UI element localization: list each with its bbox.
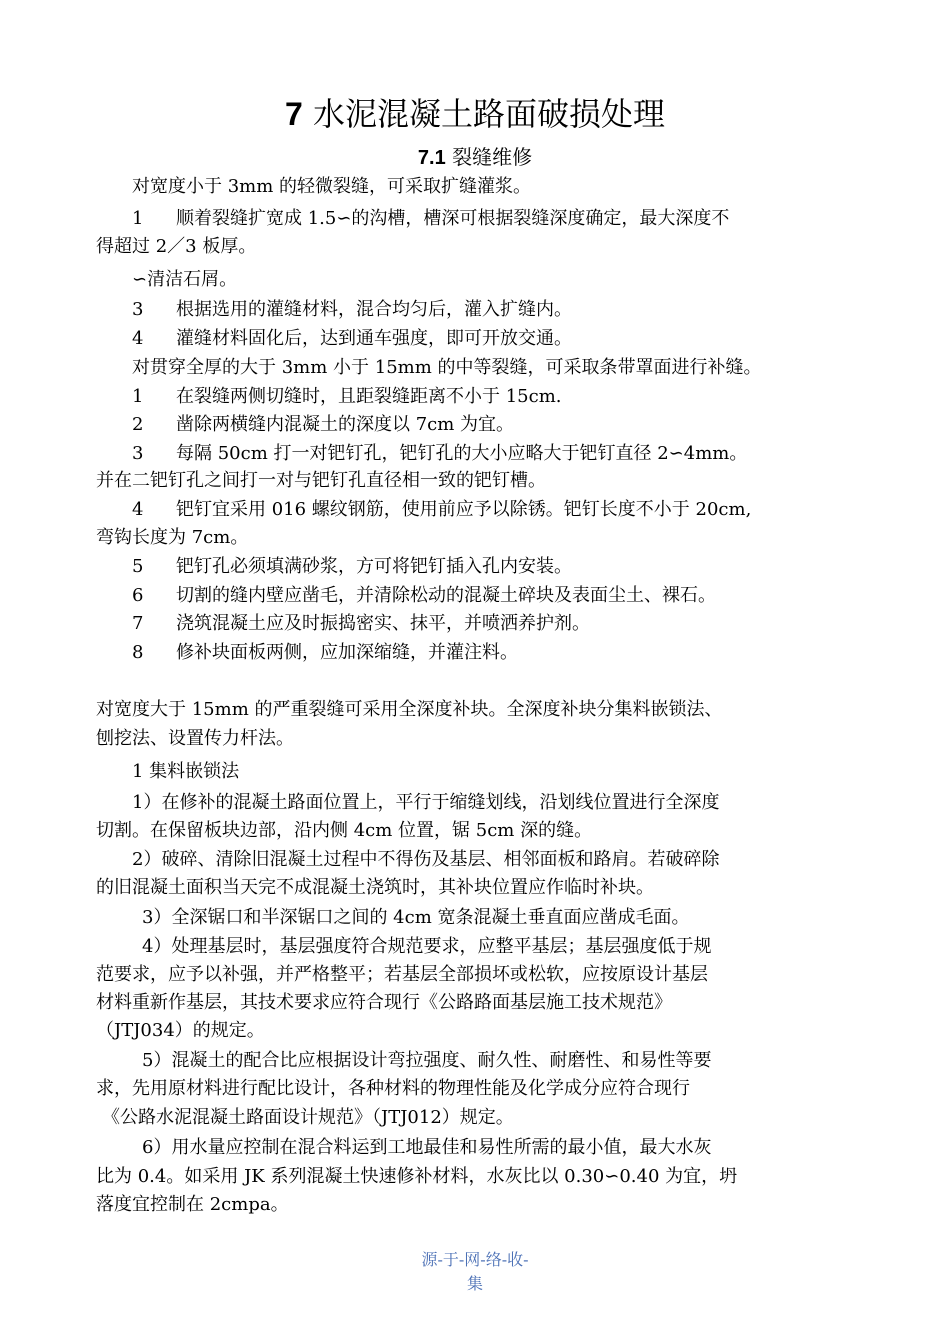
- item-text: 根据选用的灌缝材料，混合均匀后，灌入扩缝内。: [176, 299, 572, 320]
- paragraph-line: ∽清洁石屑。: [132, 269, 238, 290]
- item-text: 钯钉孔必须填满砂浆，方可将钯钉插入孔内安装。: [176, 556, 572, 577]
- section-title: 裂缝维修: [452, 145, 533, 169]
- item-number: 8: [132, 642, 144, 663]
- item-number: 7: [132, 613, 144, 634]
- paragraph-line: 对宽度大于 15mm 的严重裂缝可采用全深度补块。全深度补块分集料嵌锁法、: [96, 699, 723, 720]
- footer-watermark: [0, 1248, 950, 1296]
- item-text: 在裂缝两侧切缝时，且距裂缝距离不小于 15cm.: [176, 386, 562, 407]
- item-number: 5: [132, 556, 144, 577]
- paragraph-line: 切割。在保留板块边部，沿内侧 4cm 位置，锯 5cm 深的缝。: [96, 820, 593, 841]
- paragraph-line: 并在二钯钉孔之间打一对与钯钉孔直径相一致的钯钉槽。: [96, 470, 546, 491]
- paragraph-line: 6）用水量应控制在混合料运到工地最佳和易性所需的最小值，最大水灰: [142, 1137, 712, 1158]
- numbered-item: [132, 411, 514, 439]
- item-text: 顺着裂缝扩宽成 1.5∽的沟槽，槽深可根据裂缝深度确定，最大深度不: [176, 208, 730, 229]
- paragraph-line: 求，先用原材料进行配比设计，各种材料的物理性能及化学成分应符合现行: [96, 1078, 690, 1099]
- item-number: 6: [132, 585, 144, 606]
- item-text: 浇筑混凝土应及时振捣密实、抹平，并喷洒养护剂。: [176, 613, 590, 634]
- item-text: 修补块面板两侧，应加深缩缝，并灌注料。: [176, 642, 518, 663]
- paragraph-line: 材料重新作基层，其技术要求应符合现行《公路路面基层施工技术规范》: [96, 992, 672, 1013]
- paragraph-line: 范要求，应予以补强，并严格整平；若基层全部损坏或松软，应按原设计基层: [96, 964, 708, 985]
- paragraph-line: 得超过 2／3 板厚。: [96, 236, 257, 257]
- numbered-item: [132, 325, 572, 353]
- item-number: 1: [132, 386, 144, 407]
- paragraph-line: 4）处理基层时，基层强度符合规范要求，应整平基层；基层强度低于规: [142, 936, 712, 957]
- numbered-item: [132, 383, 562, 411]
- numbered-item: [132, 639, 518, 667]
- item-text: 每隔 50cm 打一对钯钉孔，钯钉孔的大小应略大于钯钉直径 2∽4mm。: [176, 443, 748, 464]
- paragraph-line: 弯钩长度为 7cm。: [96, 527, 249, 548]
- chapter-number: 7: [285, 96, 303, 132]
- paragraph-line: 1）在修补的混凝土路面位置上，平行于缩缝划线，沿划线位置进行全深度: [132, 792, 720, 813]
- paragraph-line: 刨挖法、设置传力杆法。: [96, 728, 294, 749]
- chapter-title: 水泥混凝土路面破损处理: [312, 95, 665, 133]
- item-number: 4: [132, 328, 144, 349]
- item-text: 钯钉宜采用 016 螺纹钢筋，使用前应予以除锈。钯钉长度不小于 20cm,: [176, 499, 752, 520]
- paragraph-line: 2）破碎、清除旧混凝土过程中不得伤及基层、相邻面板和路肩。若破碎除: [132, 849, 720, 870]
- item-text: 切割的缝内壁应凿毛，并清除松动的混凝土碎块及表面尘土、裸石。: [176, 585, 716, 606]
- paragraph-line: 对宽度小于 3mm 的轻微裂缝，可采取扩缝灌浆。: [132, 176, 532, 197]
- paragraph-line: 对贯穿全厚的大于 3mm 小于 15mm 的中等裂缝，可采取条带罩面进行补缝。: [132, 357, 762, 378]
- paragraph-line: 的旧混凝土面积当天完不成混凝土浇筑时，其补块位置应作临时补块。: [96, 877, 654, 898]
- item-number: 3: [132, 299, 144, 320]
- subheading-line: 1 集料嵌锁法: [132, 761, 240, 782]
- numbered-item: [132, 296, 572, 324]
- item-text: 凿除两横缝内混凝土的深度以 7cm 为宜。: [176, 414, 515, 435]
- section-heading: [0, 143, 950, 172]
- item-number: 3: [132, 443, 144, 464]
- paragraph-line: 3）全深锯口和半深锯口之间的 4cm 宽条混凝土垂直面应凿成毛面。: [142, 907, 690, 928]
- paragraph-line: 5）混凝土的配合比应根据设计弯拉强度、耐久性、耐磨性、和易性等要: [142, 1050, 712, 1071]
- paragraph-line: 落度宜控制在 2cmpa。: [96, 1194, 289, 1215]
- numbered-item: [132, 205, 729, 233]
- page-title: [0, 92, 950, 136]
- numbered-item: [132, 610, 590, 638]
- numbered-item: [132, 553, 572, 581]
- item-number: 2: [132, 414, 144, 435]
- numbered-item: [132, 496, 751, 524]
- numbered-item: [132, 582, 716, 610]
- item-number: 4: [132, 499, 144, 520]
- paragraph-line: 比为 0.4。如采用 JK 系列混凝土快速修补材料，水灰比以 0.30∽0.40 为宜，坍: [96, 1166, 738, 1187]
- footer-line: 集: [466, 1274, 483, 1293]
- paragraph-line: （JTJ034）的规定。: [96, 1020, 265, 1041]
- section-number: 7.1: [417, 147, 446, 169]
- paragraph-line: 《公路水泥混凝土路面设计规范》（JTJ012）规定。: [102, 1107, 514, 1128]
- numbered-item: [132, 440, 747, 468]
- item-number: 1: [132, 208, 144, 229]
- item-text: 灌缝材料固化后，达到通车强度，即可开放交通。: [176, 328, 572, 349]
- footer-line: 源-于-网-络-收-: [421, 1250, 529, 1269]
